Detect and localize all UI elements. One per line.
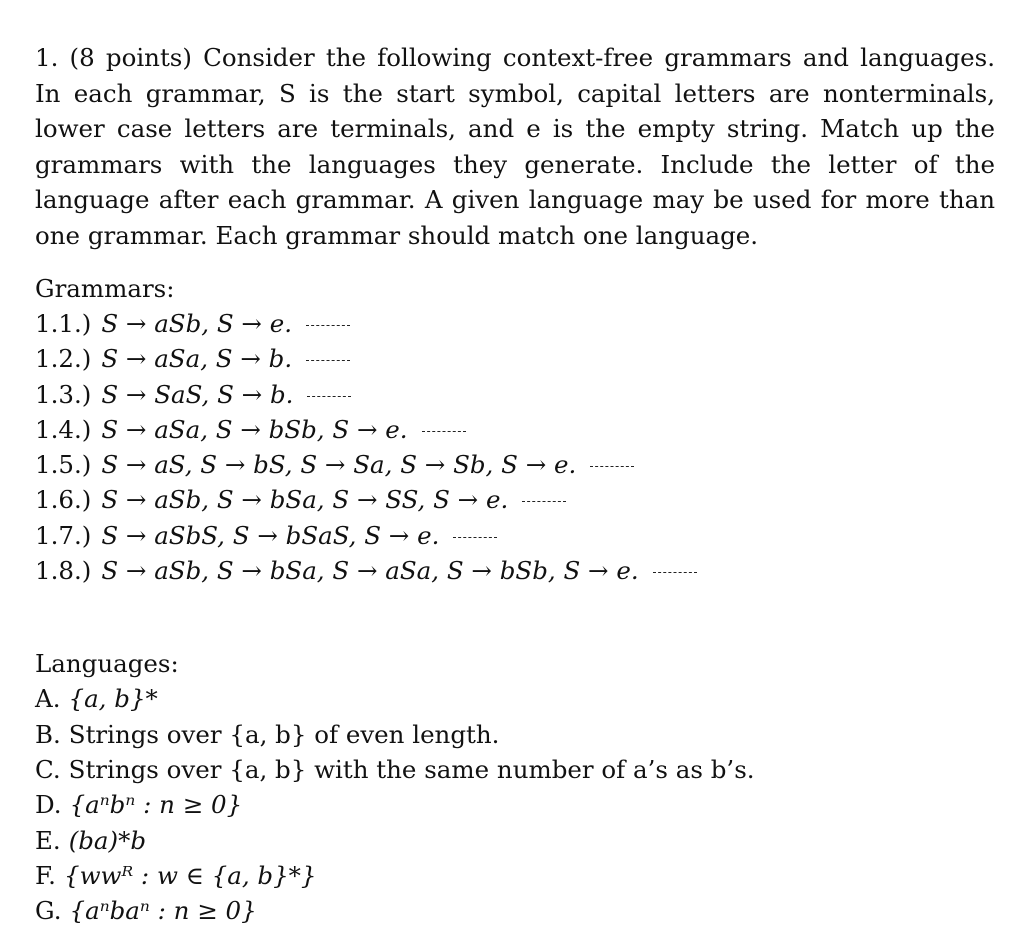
language-text: {wwᴿ : w ∈ {a, b}*} [63, 860, 317, 890]
grammar-rules: S → aSb, S → e. [101, 309, 293, 338]
language-text: (ba)*b [68, 825, 147, 855]
answer-blank[interactable] [522, 500, 566, 502]
language-letter: G. [35, 896, 62, 926]
language-letter: D. [35, 790, 62, 820]
language-letter: F. [35, 860, 56, 890]
language-item [35, 823, 995, 858]
grammar-item [35, 306, 995, 341]
language-item [35, 717, 995, 752]
answer-blank[interactable] [453, 536, 497, 538]
language-item [35, 858, 995, 893]
grammar-number: 1.5.) [35, 450, 92, 480]
answer-blank[interactable] [422, 430, 466, 432]
answer-blank[interactable] [306, 324, 350, 326]
grammar-number: 1.1.) [35, 309, 92, 338]
grammar-item [35, 447, 995, 482]
problem-page [35, 40, 995, 928]
grammar-item [35, 482, 995, 517]
languages-heading: Languages: [35, 649, 179, 679]
grammar-item [35, 412, 995, 447]
answer-blank[interactable] [590, 465, 634, 467]
grammar-number: 1.3.) [35, 379, 92, 409]
language-letter: A. [35, 684, 61, 714]
language-text: Strings over {a, b} with the same number of a’s as b’s. [68, 754, 755, 784]
answer-blank[interactable] [306, 359, 350, 361]
language-text: {aⁿbⁿ : n ≥ 0} [69, 790, 243, 820]
language-letter: E. [35, 825, 61, 855]
grammar-number: 1.4.) [35, 414, 92, 444]
language-text: {a, b}* [68, 684, 158, 714]
answer-blank[interactable] [307, 395, 351, 397]
language-item [35, 893, 995, 928]
grammar-number: 1.2.) [35, 344, 92, 374]
grammar-item [35, 518, 995, 553]
grammar-rules: S → aSb, S → bSa, S → SS, S → e. [101, 485, 509, 515]
grammar-rules: S → aSb, S → bSa, S → aSa, S → bSb, S → e. [101, 556, 639, 586]
grammar-item [35, 341, 995, 376]
grammar-number: 1.8.) [35, 556, 92, 586]
language-text: Strings over {a, b} of even length. [68, 719, 500, 749]
language-item [35, 681, 995, 716]
language-list [35, 681, 995, 928]
grammar-list [35, 306, 995, 588]
language-item [35, 752, 995, 787]
language-letter: C. [35, 754, 61, 784]
grammar-item [35, 553, 995, 588]
language-item [35, 787, 995, 822]
grammars-heading: Grammars: [35, 274, 175, 303]
grammar-item [35, 377, 995, 412]
grammar-number: 1.7.) [35, 520, 92, 550]
grammar-rules: S → aSbS, S → bSaS, S → e. [101, 520, 440, 550]
languages-section [35, 646, 995, 928]
grammar-rules: S → aS, S → bS, S → Sa, S → Sb, S → e. [101, 450, 577, 480]
grammars-section [35, 271, 995, 588]
problem-intro: 1. (8 points) Consider the following context-free grammars and languages. In each grammar, S is the start symbol, capital letters are nonterminals, lower case letters are terminals, and e is the empty string. Match up the grammars with the languages they generate. Include the letter of the language after each grammar. A given language may be used for more than one grammar. Each grammar should match one language. [35, 43, 995, 250]
grammar-rules: S → aSa, S → b. [101, 344, 293, 374]
grammar-number: 1.6.) [35, 485, 92, 515]
language-text: {aⁿbaⁿ : n ≥ 0} [69, 896, 257, 926]
language-letter: B. [35, 719, 61, 749]
grammar-rules: S → SaS, S → b. [101, 379, 294, 409]
grammar-rules: S → aSa, S → bSb, S → e. [101, 414, 408, 444]
answer-blank[interactable] [653, 571, 697, 573]
